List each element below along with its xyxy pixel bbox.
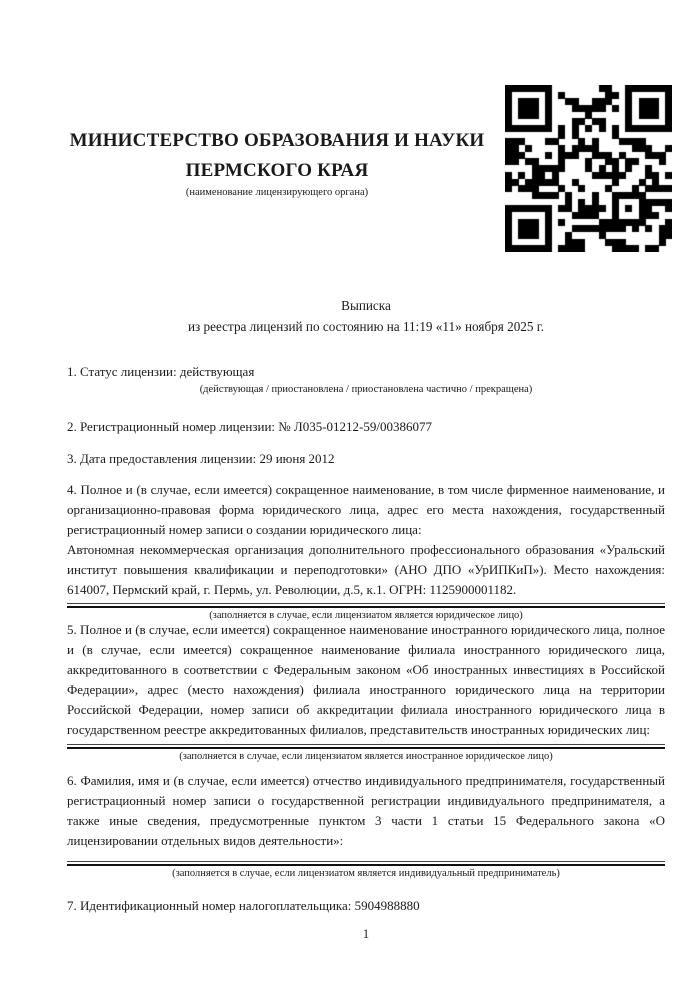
item-license-status	[67, 362, 665, 397]
individual-entrepreneur-rule	[67, 861, 665, 866]
legal-entity-label: 4. Полное и (в случае, если имеется) сокращенное наименование, в том числе фирменное наименование, и организационно-правовая форма юридического лица, адрес его места нахождения, государственный регистрационный номер записи о создании юридического лица:	[67, 482, 665, 537]
qr-code	[505, 85, 672, 252]
license-date-text: 3. Дата предоставления лицензии: 29 июня 2012	[67, 451, 335, 466]
legal-entity-rule	[67, 603, 665, 608]
item-legal-entity	[67, 480, 665, 623]
item-license-date	[67, 449, 665, 469]
document-subtitle: из реестра лицензий по состоянию на 11:19 «11» ноября 2025 г.	[187, 319, 545, 334]
foreign-entity-rule	[67, 744, 665, 749]
individual-entrepreneur-caption: (заполняется в случае, если лицензиатом является индивидуальный предприниматель)	[172, 868, 560, 879]
item-registration-number	[67, 417, 665, 437]
licensing-authority-block	[67, 126, 487, 200]
registration-number-text: 2. Регистрационный номер лицензии: № Л035-01212-59/00386077	[67, 419, 433, 434]
foreign-entity-caption: (заполняется в случае, если лицензиатом является иностранное юридическое лицо)	[179, 751, 553, 762]
legal-entity-value: Автономная некоммерческая организация дополнительного профессионального образования «Уральский институт повышения квалификации и переподготовки» (АНО ДПО «УрИПКиП»). Место нахождения: 614007, Пермский край, г. Пермь, ул. Революции, д.5, к.1. ОГРН: 1125900001182.	[67, 542, 665, 597]
foreign-entity-label: 5. Полное и (в случае, если имеется) сокращенное наименование иностранного юридического лица, полное и (в случае, если имеется) сокращенное наименование филиала иностранного юридического лица, аккредитованного в соответствии с Федеральным законом «Об иностранных инвестициях в Российской Федерации», адрес (место нахождения) филиала иностранного юридического лица на территории Российской Федерации, номер записи об аккредитации филиала иностранного юридического лица в государственном реестре аккредитованных филиалов, представительств иностранных юридических лиц:	[67, 622, 665, 737]
document-title-block	[67, 295, 665, 337]
page-number: 1	[362, 927, 370, 941]
legal-entity-caption: (заполняется в случае, если лицензиатом является юридическое лицо)	[209, 610, 523, 621]
item-taxpayer-number	[67, 896, 665, 916]
license-status-text: 1. Статус лицензии: действующая	[67, 364, 255, 379]
license-status-caption: (действующая / приостановлена / приостановлена частично / прекращена)	[199, 384, 533, 395]
item-foreign-entity	[67, 620, 665, 764]
ministry-name-line1: МИНИСТЕРСТВО ОБРАЗОВАНИЯ И НАУКИ	[69, 130, 485, 151]
ministry-name-line2: ПЕРМСКОГО КРАЯ	[185, 160, 369, 181]
taxpayer-number-text: 7. Идентификационный номер налогоплательщика: 5904988880	[67, 898, 420, 913]
ministry-name	[67, 126, 487, 186]
document-title: Выписка	[341, 298, 391, 313]
individual-entrepreneur-label: 6. Фамилия, имя и (в случае, если имеется) отчество индивидуального предпринимателя, государственный регистрационный номер записи о государственной регистрации индивидуального предпринимателя, а также иные сведения, предусмотренные пунктом 3 части 1 статьи 15 Федерального закона «О лицензировании отдельных видов деятельности»:	[67, 773, 665, 848]
ministry-caption: (наименование лицензирующего органа)	[185, 187, 369, 198]
item-individual-entrepreneur	[67, 771, 665, 881]
